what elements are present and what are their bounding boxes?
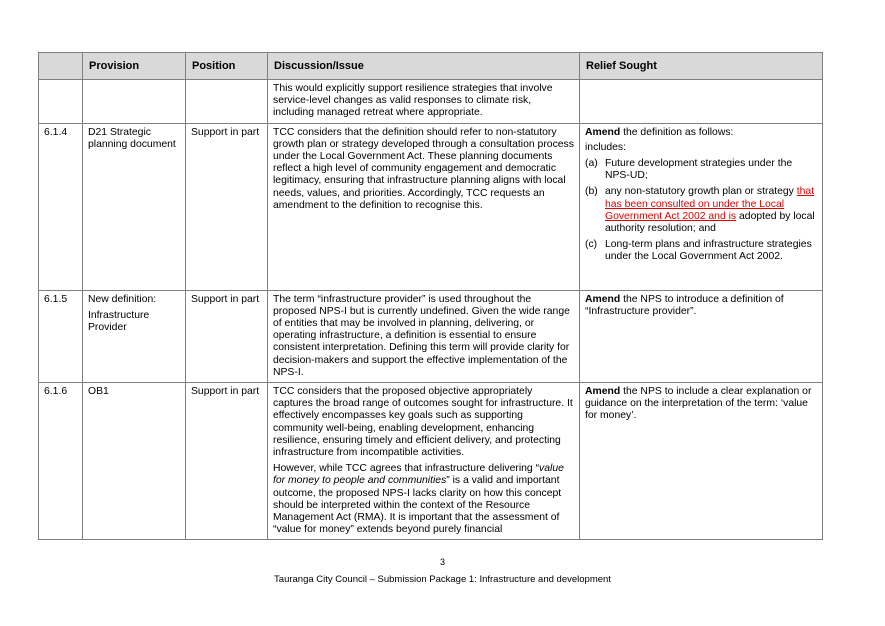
header-provision: Provision: [83, 53, 186, 80]
discussion-text: This would explicitly support resilience strategies that involve service-level changes as valid responses to climate risk, including managed retreat where appropriate.: [273, 83, 553, 119]
inserted-text: that has been consulted on under the Local Government Act 2002 and is: [605, 186, 815, 222]
cell-relief: [580, 123, 823, 290]
relief-text: Amend the NPS to introduce a definition of “Infrastructure provider”.: [585, 293, 784, 317]
cell-discussion: [268, 80, 580, 124]
table-row: [39, 290, 823, 382]
cell-discussion: [268, 383, 580, 540]
header-position: Position: [186, 53, 268, 80]
cell-position: [186, 80, 268, 124]
cell-provision: D21 Strategic planning document: [83, 123, 186, 290]
header-row: [39, 53, 823, 80]
list-item: (b) any non-statutory growth plan or strategy that has been consulted on under the Local Government Act 2002 and is adopted by local authority resolution; and: [585, 186, 815, 235]
footer-text: Tauranga City Council – Submission Package 1: Infrastructure and development: [274, 574, 611, 585]
cell-relief: [580, 383, 823, 540]
list-item: (c) Long-term plans and infrastructure strategies under the Local Government Act 2002.: [585, 239, 812, 263]
discussion-text: TCC considers that the definition should refer to non-statutory growth plan or strategy developed through a consultation process under the Local Government Act. These planning documents reflect a high level of community engagement and democratic legitimacy, ensuring that infrastructure planning aligns with local needs, values, and priorities. Accordingly, TCC requests an amendment to the definition to recognise this.: [273, 126, 574, 211]
header-relief: Relief Sought: [580, 53, 823, 80]
header-discussion: Discussion/Issue: [268, 53, 580, 80]
table-row: [39, 123, 823, 290]
cell-relief: [580, 290, 823, 382]
cell-discussion: [268, 290, 580, 382]
cell-discussion: [268, 123, 580, 290]
cell-provision: New definition: Infrastructure Provider: [83, 290, 186, 382]
cell-position: Support in part: [186, 290, 268, 382]
list-item: (a) Future development strategies under the NPS-UD;: [585, 158, 793, 182]
relief-intro: Amend the definition as follows:: [585, 126, 734, 138]
cell-provision: OB1: [83, 383, 186, 540]
relief-bold: Amend: [585, 126, 621, 138]
header-number: [39, 53, 83, 80]
cell-number: 6.1.6: [39, 383, 83, 540]
discussion-text: However, while TCC agrees that infrastructure delivering “value for money to people and communities” is a valid and important outcome, the proposed NPS-I lacks clarity on how this concept should be interpreted within the context of the Resource Management Act (RMA). It is important that the assessment of “value for money” extends beyond purely financial: [273, 463, 564, 536]
cell-number: 6.1.5: [39, 290, 83, 382]
submission-table: [38, 52, 823, 540]
cell-number: 6.1.4: [39, 123, 83, 290]
table-row: [39, 383, 823, 540]
relief-text: Amend the NPS to include a clear explanation or guidance on the interpretation of the term: ‘value for money’.: [585, 386, 812, 422]
cell-number: [39, 80, 83, 124]
cell-provision: [83, 80, 186, 124]
cell-position: Support in part: [186, 383, 268, 540]
cell-relief: [580, 80, 823, 124]
discussion-text: TCC considers that the proposed objective appropriately captures the broad range of outcomes sought for infrastructure. It effectively encompasses key goals such as supporting community well-being, enabling development, enhancing resilience, ensuring timely and efficient delivery, and protecting infrastructure from incompatible activities.: [273, 386, 573, 459]
discussion-text: The term “infrastructure provider” is used throughout the proposed NPS-I but is currently undefined. Given the wide range of entities that may be involved in planning, delivering, or operating infrastructure, a definition is essential to ensure consistent interpretation. Defining this term will provide clarity for decision-makers and support the effective implementation of the NPS-I.: [273, 293, 570, 378]
cell-position: Support in part: [186, 123, 268, 290]
includes-label: includes:: [585, 141, 627, 153]
table-row: [39, 80, 823, 124]
page-number: 3: [439, 557, 445, 567]
